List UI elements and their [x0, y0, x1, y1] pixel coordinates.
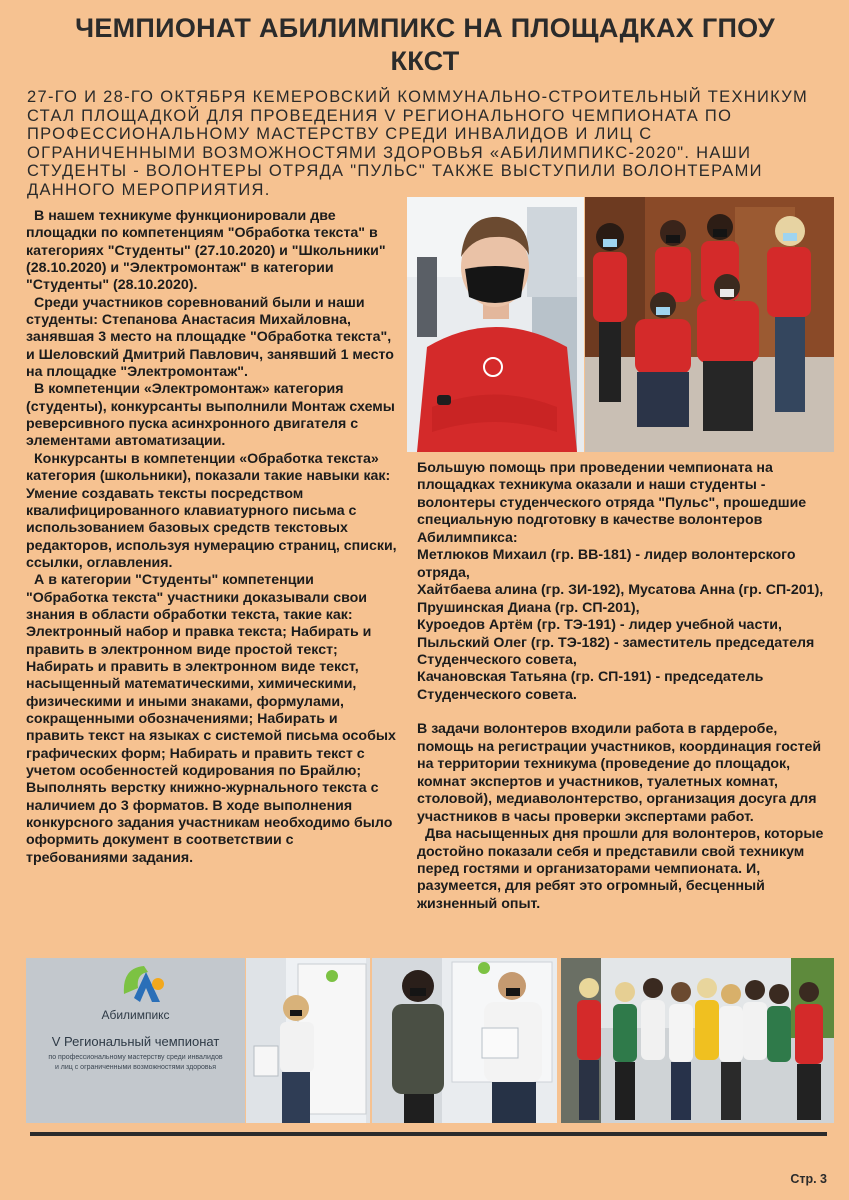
right-paragraph-3: Два насыщенных дня прошли для волонтеров, которые достойно показали себя и представили свой техникум перед гостями и организаторами чемпионата. И, разумеется, для ребят это огромный, бесценный жизненный опыт. [417, 826, 824, 912]
left-paragraph-1: В нашем техникуме функционировали две площадки по компетенциям "Обработка текста" в категориях "Студенты" (27.10.2020) и "Школьники" (28.10.2020) и "Электромонтаж" в категории "Студенты" (28.10.2020). [26, 208, 386, 294]
banner-line-2: по профессиональному мастерству среди инвалидов [48, 1054, 223, 1061]
page-number: Стр. 3 [790, 1172, 827, 1186]
right-paragraph-2: В задачи волонтеров входили работа в гардеробе, помощь на регистрации участников, координация гостей на территории техникума (проведение до площадок, комнат экспертов и участников, туалетных комнат, столовой), медиаволонтерство, организация досуга для участников в часы проверки экспертами работ. [417, 721, 822, 825]
photo-team-group [561, 958, 834, 1123]
photo-student-portrait [407, 197, 584, 452]
left-paragraph-5: А в категории "Студенты" компетенции "Обработка текста" участники доказывали свои знания в области обработки текста, такие как: Электронный набор и правка текста; Набирать и править в электронном виде простой текст; Набирать и править в электронном виде текст, насыщенный математическими, химическими, физическими и иными знаками, формулами, сокращенными обозначениями; Набирать и править текст на языках с системой письма особых графических форм; Набирать и править текст с учетом особенностей кодирования по Брайлю; Выполнять верстку книжно-журнального текста с наличием до 3 форматов. В ходе выполнения конкурсного задания участникам необходимо было оформить документ в соответствии с требованиями задания. [26, 572, 396, 866]
intro-paragraph: 27-ГО И 28-ГО ОКТЯБРЯ КЕМЕРОВСКИЙ КОММУНАЛЬНО-СТРОИТЕЛЬНЫЙ ТЕХНИКУМ СТАЛ ПЛОЩАДКОЙ ДЛЯ ПРОВЕДЕНИЯ V РЕГИОНАЛЬНОГО ЧЕМПИОНАТА ПО ПРОФЕССИОНАЛЬНОМУ МАСТЕРСТВУ СРЕДИ ИНВАЛИДОВ И ЛИЦ С ОГРАНИЧЕННЫМИ ВОЗМОЖНОСТЯМИ ЗДОРОВЬЯ «АБИЛИМПИКС-2020". НАШИ СТУДЕНТЫ - ВОЛОНТЕРЫ ОТРЯДА "ПУЛЬС" ТАКЖЕ ВЫСТУПИЛИ ВОЛОНТЕРАМИ ДАННОГО МЕРОПРИЯТИЯ. [27, 88, 809, 199]
photo-participant-with-diploma [246, 958, 370, 1123]
volunteer-line-3: Куроедов Артём (гр. ТЭ-191) - лидер учебной части, [417, 617, 782, 634]
photo-volunteer-group [585, 197, 834, 452]
left-paragraph-2: Среди участников соревнований были и наши студенты: Степанова Анастасия Михайловна, занявшая 3 место на площадке "Обработка текста", и Шеловский Дмитрий Павлович, занявший 1 место на площадке "Электромонтаж". [26, 294, 394, 381]
banner-logo-word: Абилимпикс [101, 1008, 170, 1022]
photo-award-ceremony [372, 958, 557, 1123]
left-paragraph-3: В компетенции «Электромонтаж» категория (студенты), конкурсанты выполнили Монтаж схемы реверсивного пуска асинхронного двигателя с элементами автоматизации. [26, 381, 395, 450]
right-column [417, 460, 827, 913]
photo-abilympics-banner [26, 958, 245, 1123]
right-paragraph-1: Большую помощь при проведении чемпионата на площадках техникума оказали и наши студенты - волонтеры студенческого отряда "Пульс", прошедшие специальную подготовку в качестве волонтеров Абилимпикса: [417, 460, 807, 546]
banner-line-1: V Региональный чемпионат [51, 1034, 220, 1049]
banner-line-3: и лиц с ограниченными возможностями здоровья [54, 1064, 217, 1071]
volunteer-line-4: Пыльский Олег (гр. ТЭ-182) - заместитель председателя Студенческого совета, [417, 634, 815, 668]
page-title: ЧЕМПИОНАТ АБИЛИМПИКС НА ПЛОЩАДКАХ ГПОУ ККСТ [75, 13, 775, 76]
volunteer-line-1: Метлюков Михаил (гр. ВВ-181) - лидер волонтерского отряда, [417, 547, 796, 581]
volunteer-line-2: Хайтбаева алина (гр. ЗИ-192), Мусатова Анна (гр. СП-201), Прушинская Диана (гр. СП-201), [417, 582, 824, 616]
volunteer-line-5: Качановская Татьяна (гр. СП-191) - председатель Студенческого совета. [417, 669, 764, 703]
footer-divider [30, 1132, 827, 1136]
left-paragraph-4: Конкурсанты в компетенции «Обработка текста» категория (школьники), показали такие навыки как: Умение создавать тексты посредством квалифицированного клавиатурного письма с использованием базовых средств текстовых редакторов, используя нумерацию страниц, списки, ссылки, оглавления. [26, 450, 397, 571]
left-column [26, 208, 398, 867]
